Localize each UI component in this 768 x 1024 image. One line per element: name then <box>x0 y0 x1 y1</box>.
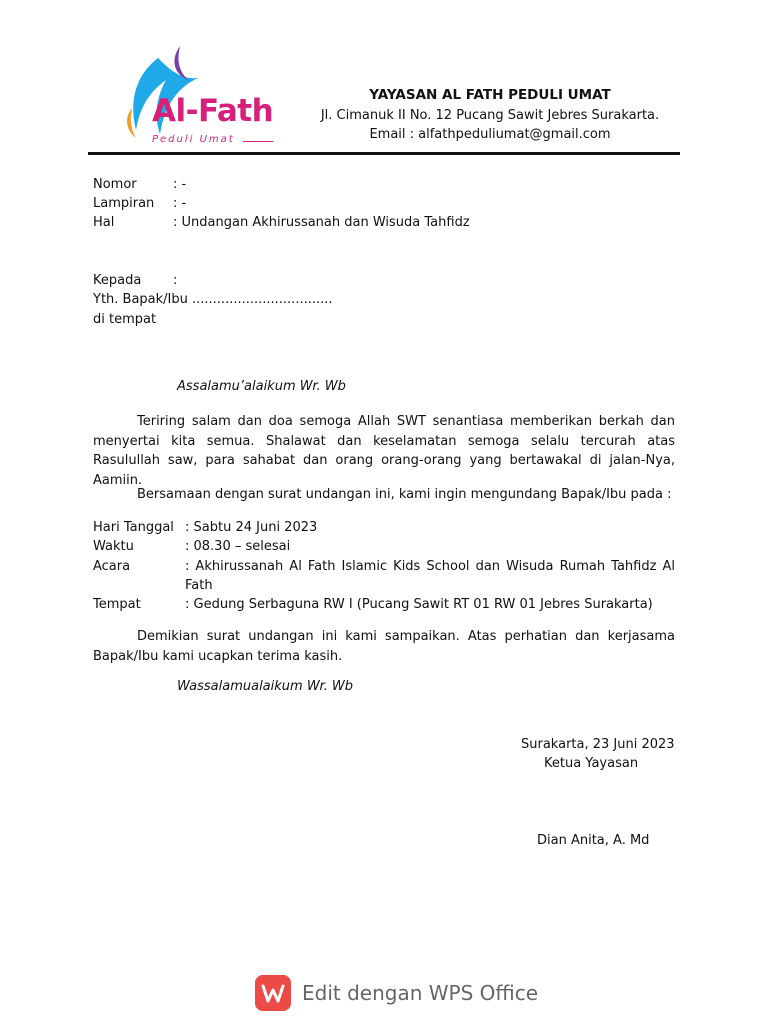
meta-label-lampiran: Lampiran <box>93 196 155 211</box>
logo-name: Al-Fath <box>152 93 274 129</box>
closing-greeting: Wassalamualaikum Wr. Wb <box>177 679 353 694</box>
signature-position: Ketua Yayasan <box>544 756 639 771</box>
meta-value-lampiran: : - <box>173 196 187 211</box>
org-address: Jl. Cimanuk II No. 12 Pucang Sawit Jebres Surakarta. <box>320 108 660 123</box>
paragraph-invitation: Bersamaan dengan surat undangan ini, kami ingin mengundang Bapak/Ibu pada : <box>137 487 672 502</box>
event-label-program: Acara <box>93 559 131 574</box>
logo-underline <box>243 141 273 142</box>
signature-place-date: Surakarta, 23 Juni 2023 <box>521 737 675 752</box>
wps-watermark-text: Edit dengan WPS Office <box>302 981 539 1005</box>
recipient-kepada-colon: : <box>173 273 178 288</box>
recipient-yth: Yth. Bapak/Ibu .................................. <box>93 292 333 307</box>
org-name: YAYASAN AL FATH PEDULI UMAT <box>369 87 611 103</box>
signature-name: Dian Anita, A. Md <box>537 833 650 848</box>
recipient-kepada-label: Kepada <box>93 273 142 288</box>
event-value-date: : Sabtu 24 Juni 2023 <box>185 520 318 535</box>
meta-value-nomor: : - <box>173 177 187 192</box>
meta-label-nomor: Nomor <box>93 177 137 192</box>
org-email: Email : alfathpeduliumat@gmail.com <box>369 127 611 142</box>
wps-office-icon <box>255 975 291 1011</box>
event-value-program: : Akhirussanah Al Fath Islamic Kids School dan Wisuda Rumah Tahfidz Al Fath <box>185 559 675 593</box>
header-divider <box>88 152 680 155</box>
event-label-time: Waktu <box>93 539 134 554</box>
greeting: Assalamu’alaikum Wr. Wb <box>177 379 346 394</box>
event-value-time: : 08.30 – selesai <box>185 539 291 554</box>
logo-tagline: Peduli Umat <box>152 134 235 145</box>
paragraph-closing: Demikian surat undangan ini kami sampaikan. Atas perhatian dan kerjasama Bapak/Ibu kami ucapkan terima kasih. <box>93 629 675 664</box>
meta-label-hal: Hal <box>93 215 115 230</box>
event-label-venue: Tempat <box>93 597 141 612</box>
recipient-place: di tempat <box>93 312 157 327</box>
event-label-date: Hari Tanggal <box>93 520 174 535</box>
event-value-venue: : Gedung Serbaguna RW I (Pucang Sawit RT 01 RW 01 Jebres Surakarta) <box>185 597 653 612</box>
meta-value-hal: : Undangan Akhirussanah dan Wisuda Tahfidz <box>173 215 470 230</box>
paragraph-opening: Teriring salam dan doa semoga Allah SWT senantiasa memberikan berkah dan menyertai kita semua. Shalawat dan keselamatan semoga selalu tercurah atas Rasulullah saw, para sahabat dan orang orang-orang yang bertawakal di jalan-Nya, Aamiin. <box>93 414 675 488</box>
